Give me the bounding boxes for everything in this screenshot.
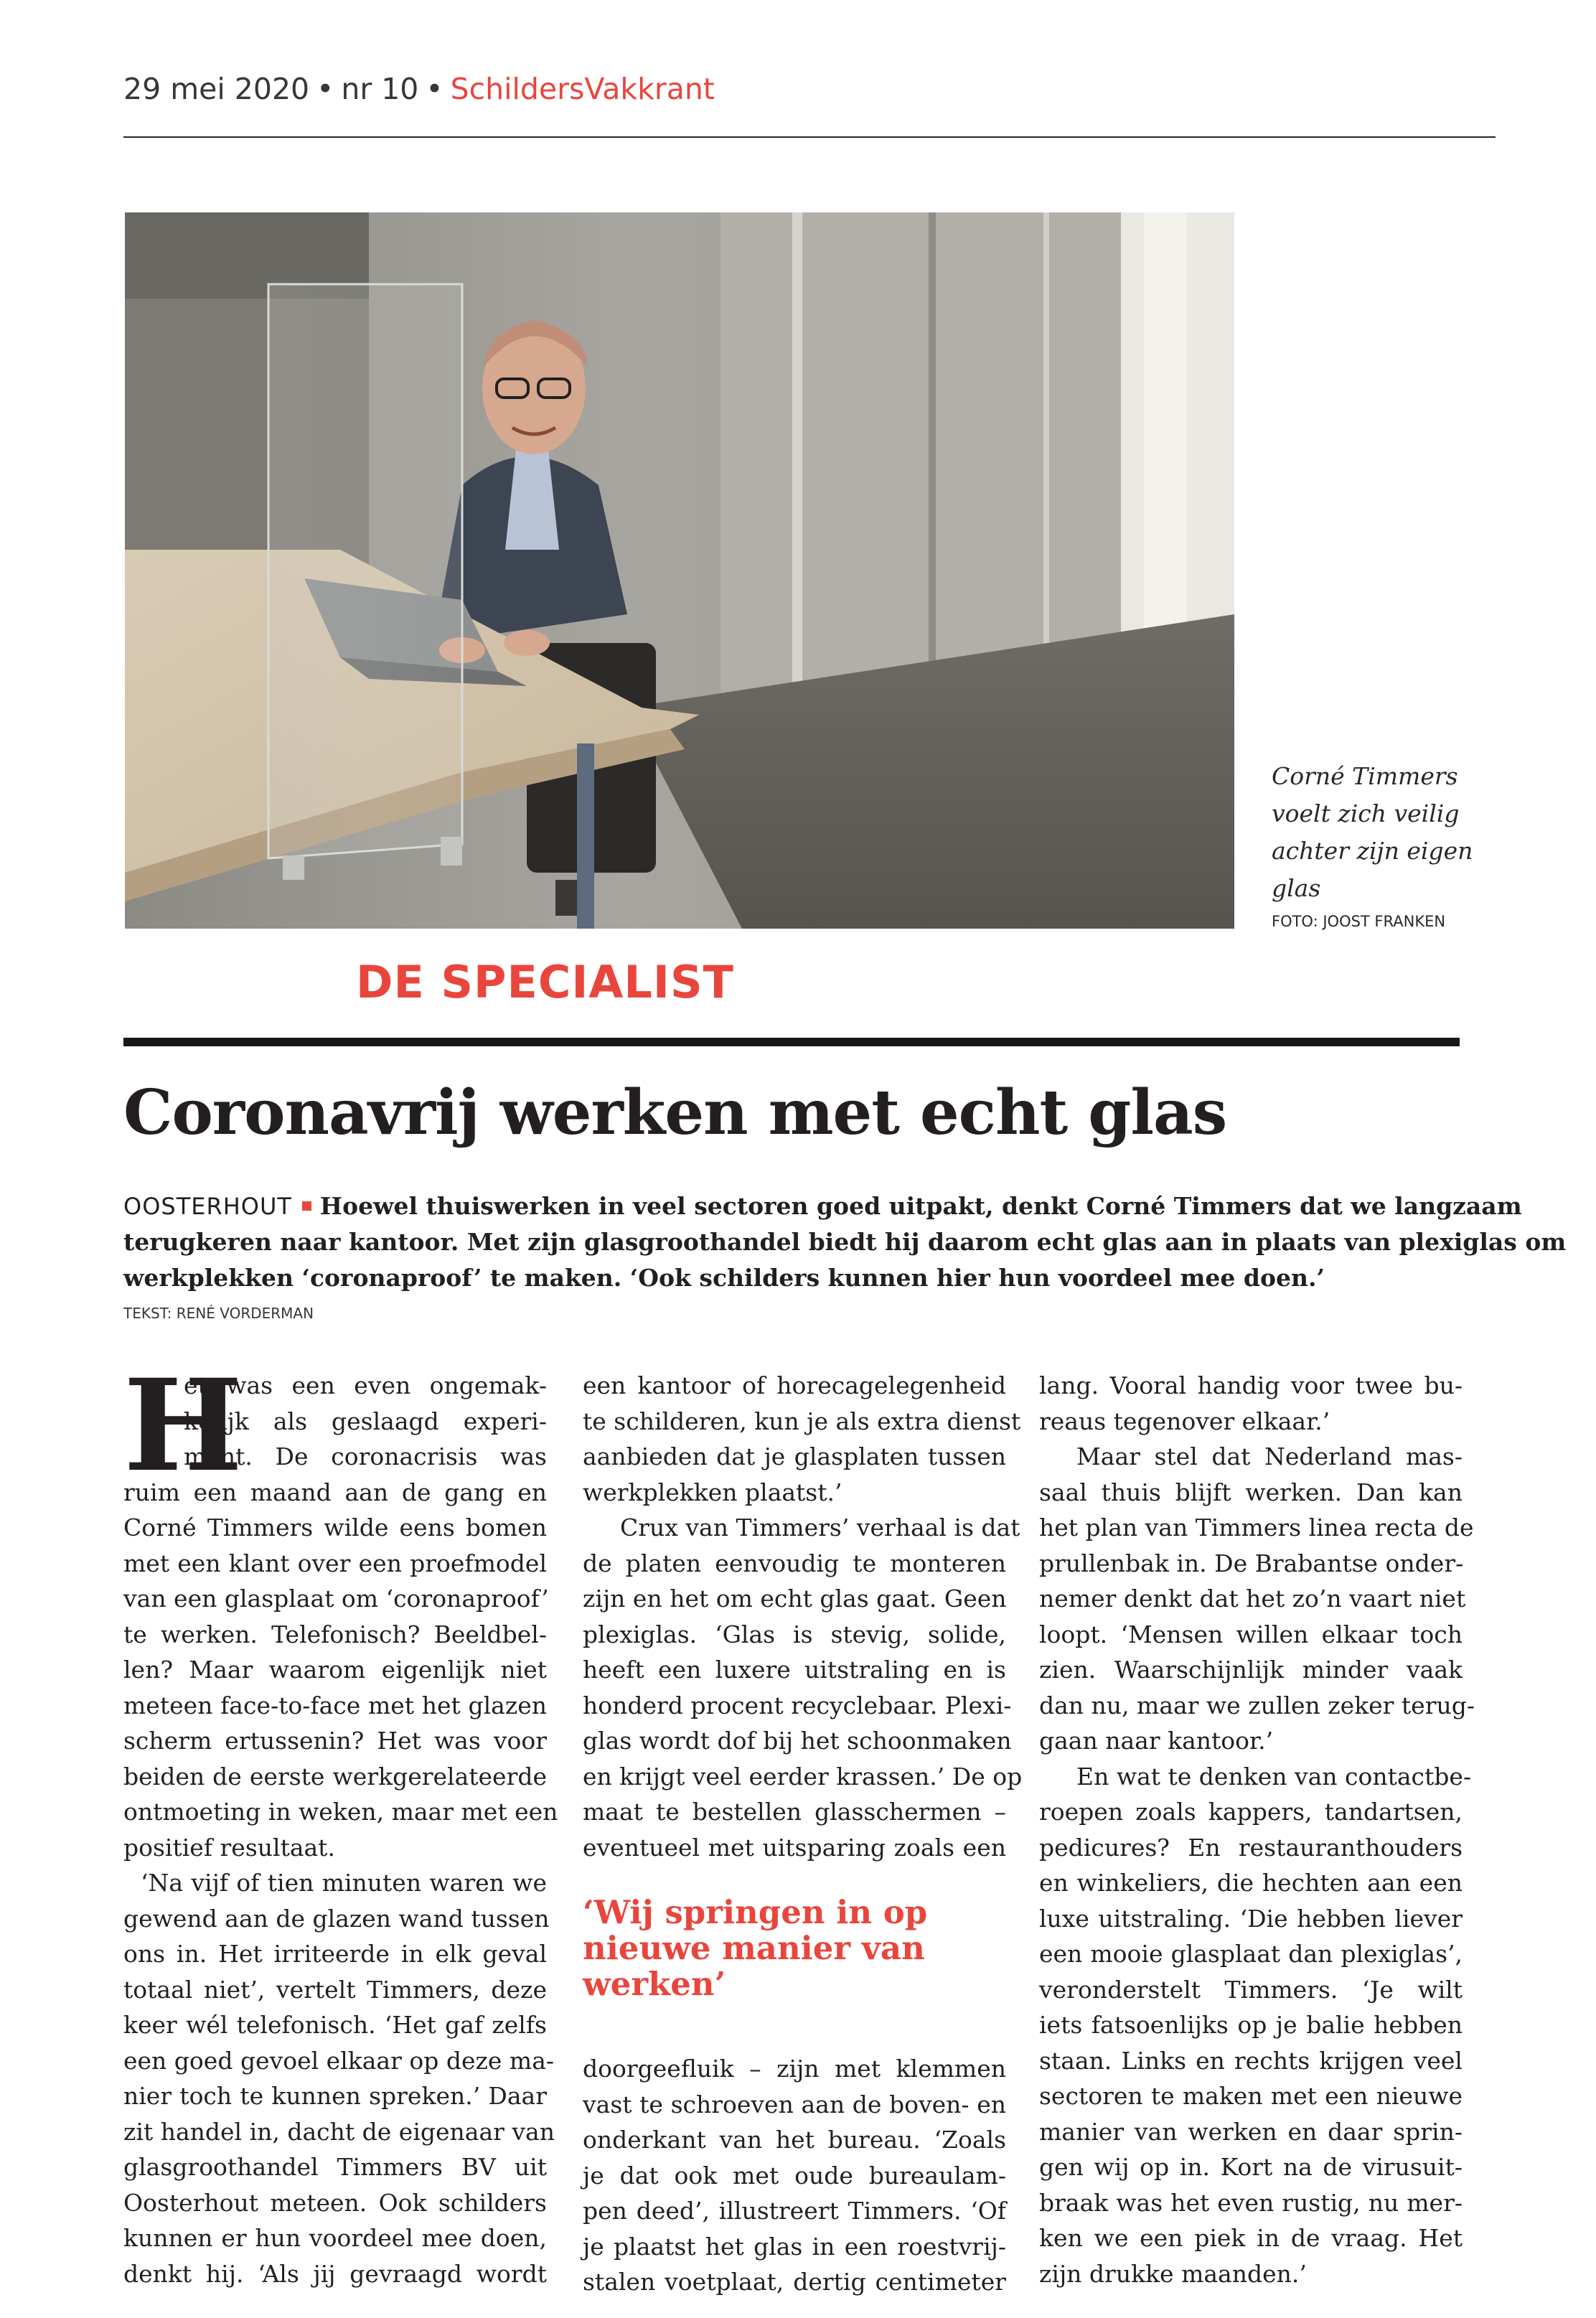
- intro-line: terugkeren naar kantoor. Met zijn glasgroothandel biedt hij daarom echt glas aan in plaats van plexiglas om: [123, 1228, 1567, 1256]
- body-line: met een klant over een proefmodel: [123, 1549, 547, 1577]
- body-line: te werken. Telefonisch? Beeldbel-: [123, 1620, 547, 1648]
- body-line: dan nu, maar we zullen zeker terug-: [1039, 1691, 1475, 1719]
- body-line: keer wél telefonisch. ‘Het gaf zelfs: [123, 2011, 547, 2039]
- body-line: onderkant van het bureau. ‘Zoals: [583, 2126, 1006, 2154]
- body-line: en winkeliers, die hechten aan een: [1039, 1869, 1463, 1897]
- body-line: beiden de eerste werkgerelateerde: [123, 1762, 547, 1791]
- body-line: zit handel in, dacht de eigenaar van: [123, 2117, 555, 2146]
- caption-line: voelt zich veilig: [1272, 799, 1460, 827]
- header-divider: [123, 136, 1496, 138]
- article-photo: [125, 212, 1234, 929]
- body-line: Oosterhout meteen. Ook schilders: [123, 2188, 547, 2217]
- body-line: braak was het even rustig, nu mer-: [1039, 2188, 1463, 2217]
- body-line: aanbieden dat je glasplaten tussen: [583, 1442, 1006, 1470]
- pull-quote-line: ‘Wij springen in op: [583, 1893, 928, 1931]
- caption-line: achter zijn eigen: [1272, 837, 1473, 865]
- body-line: kelijk als geslaagd experi-: [184, 1407, 547, 1435]
- body-line: de platen eenvoudig te monteren: [583, 1549, 1006, 1577]
- drop-cap: H: [123, 1351, 243, 1500]
- body-line: te schilderen, kun je als extra dienst: [583, 1407, 1021, 1435]
- intro-text: Hoewel thuiswerken in veel sectoren goed uitpakt, denkt Corné Timmers dat we langzaam: [319, 1192, 1522, 1220]
- headline-rule: [123, 1038, 1460, 1046]
- body-column-2: [583, 1368, 1023, 1865]
- body-line: ontmoeting in weken, maar met een: [123, 1798, 558, 1826]
- separator: •: [316, 72, 334, 106]
- issue-number: nr 10: [341, 72, 419, 106]
- pull-quote: [583, 1895, 985, 2002]
- body-line: ment. De coronacrisis was: [184, 1442, 547, 1470]
- body-line: pedicures? En restauranthouders: [1039, 1833, 1463, 1862]
- separator: •: [426, 72, 443, 106]
- body-line: een goed gevoel elkaar op deze ma-: [123, 2046, 555, 2075]
- section-kicker: DE SPECIALIST: [356, 956, 734, 1008]
- pull-quote-line: nieuwe manier van: [583, 1929, 925, 1967]
- body-line: glasgroothandel Timmers BV uit: [123, 2153, 547, 2181]
- body-column-3: [1039, 1368, 1475, 2291]
- photo-credit: FOTO: JOOST FRANKEN: [1272, 913, 1446, 930]
- body-line: honderd procent recyclebaar. Plexi-: [583, 1691, 1012, 1719]
- body-line: gewend aan de glazen wand tussen: [123, 1904, 550, 1933]
- body-line: sectoren te maken met een nieuwe: [1039, 2082, 1463, 2110]
- body-line: werkplekken plaatst.’: [583, 1478, 842, 1506]
- body-column-2-continued: [583, 2051, 1006, 2300]
- body-line: je plaatst het glas in een roestvrij-: [583, 2232, 1006, 2261]
- masthead: [123, 72, 1501, 106]
- body-line: het plan van Timmers linea recta de: [1039, 1514, 1474, 1542]
- body-line: manier van werken en daar sprin-: [1039, 2117, 1463, 2146]
- body-line: Crux van Timmers’ verhaal is dat: [620, 1514, 1020, 1542]
- body-line: positief resultaat.: [123, 1833, 335, 1862]
- body-line: eventueel met uitsparing zoals een: [583, 1833, 1006, 1862]
- article-intro: [123, 1188, 1567, 1296]
- byline: TEKST: RENÉ VORDERMAN: [123, 1305, 314, 1322]
- body-line: Maar stel dat Nederland mas-: [1076, 1442, 1463, 1470]
- body-line: een kantoor of horecagelegenheid: [583, 1371, 1006, 1399]
- caption-line: glas: [1272, 874, 1321, 902]
- body-line: ken we een piek in de vraag. Het: [1039, 2224, 1463, 2252]
- body-line: een mooie glasplaat dan plexiglas’,: [1039, 1940, 1463, 1968]
- body-line: stalen voetplaat, dertig centimeter: [583, 2268, 1006, 2296]
- body-line: denkt hij. ‘Als jij gevraagd wordt: [123, 2259, 547, 2288]
- body-line: saal thuis blijft werken. Dan kan: [1039, 1478, 1463, 1506]
- dateline: OOSTERHOUT: [123, 1193, 292, 1220]
- body-line: glas wordt dof bij het schoonmaken: [583, 1727, 1012, 1755]
- body-line: iets fatsoenlijks op je balie hebben: [1039, 2011, 1463, 2039]
- photo-caption: [1272, 758, 1487, 907]
- body-line: scherm ertussenin? Het was voor: [123, 1727, 547, 1755]
- intro-line: [123, 1188, 1522, 1224]
- issue-date: 29 mei 2020: [123, 72, 310, 106]
- body-line: Corné Timmers wilde eens bomen: [123, 1514, 547, 1542]
- body-line: veronderstelt Timmers. ‘Je wilt: [1039, 1975, 1463, 2004]
- body-line: pen deed’, illustreert Timmers. ‘Of: [583, 2197, 1006, 2225]
- body-line: doorgeefluik – zijn met klemmen: [583, 2055, 1006, 2083]
- body-line: totaal niet’, vertelt Timmers, deze: [123, 1975, 547, 2004]
- body-line: ons in. Het irriteerde in elk geval: [123, 1940, 547, 1968]
- body-line: ruim een maand aan de gang en: [123, 1478, 547, 1506]
- body-line: gen wij op in. Kort na de virusuit-: [1039, 2153, 1463, 2181]
- body-line: meteen face-to-face met het glazen: [123, 1691, 547, 1719]
- body-line: je dat ook met oude bureaulam-: [583, 2161, 1006, 2190]
- body-line: heeft een luxere uitstraling en is: [583, 1656, 1006, 1684]
- body-line: reaus tegenover elkaar.’: [1039, 1407, 1330, 1435]
- body-line: En wat te denken van contactbe-: [1076, 1762, 1472, 1791]
- article-headline: Coronavrij werken met echt glas: [123, 1076, 1227, 1149]
- body-line: lang. Vooral handig voor twee bu-: [1039, 1371, 1463, 1399]
- body-line: nier toch te kunnen spreken.’ Daar: [123, 2082, 547, 2110]
- body-line: luxe uitstraling. ‘Die hebben liever: [1039, 1904, 1463, 1933]
- body-column-1: [123, 1351, 558, 2291]
- body-line: staan. Links en rechts krijgen veel: [1039, 2046, 1463, 2075]
- body-line: gaan naar kantoor.’: [1039, 1727, 1274, 1755]
- body-line: vast te schroeven aan de boven- en: [583, 2090, 1006, 2118]
- body-line: plexiglas. ‘Glas is stevig, solide,: [583, 1620, 1006, 1648]
- body-line: len? Maar waarom eigenlijk niet: [123, 1656, 547, 1684]
- body-line: zien. Waarschijnlijk minder vaak: [1039, 1656, 1463, 1684]
- intro-line: werkplekken ‘coronaproof’ te maken. ‘Ook schilders kunnen hier hun voordeel mee doen.’: [123, 1264, 1325, 1292]
- body-line: maat te bestellen glasschermen –: [583, 1798, 1006, 1826]
- body-line: et was een even ongemak-: [184, 1371, 547, 1399]
- body-line: prullenbak in. De Brabantse onder-: [1039, 1549, 1464, 1577]
- body-line: van een glasplaat om ‘coronaproof’: [123, 1585, 549, 1613]
- body-line: zijn drukke maanden.’: [1039, 2259, 1307, 2288]
- body-line: en krijgt veel eerder krassen.’ De op: [583, 1762, 1023, 1791]
- body-line: loopt. ‘Mensen willen elkaar toch: [1039, 1620, 1463, 1648]
- body-line: zijn en het om echt glas gaat. Geen: [583, 1585, 1007, 1613]
- body-line: kunnen er hun voordeel mee doen,: [123, 2224, 547, 2252]
- square-bullet-icon: [302, 1201, 311, 1211]
- pull-quote-line: werken’: [583, 1965, 726, 2003]
- body-line: nemer denkt dat het zo’n vaart niet: [1039, 1585, 1466, 1613]
- body-line: ‘Na vijf of tien minuten waren we: [141, 1869, 547, 1897]
- publication-name: SchildersVakkrant: [450, 72, 715, 106]
- body-line: roepen zoals kappers, tandartsen,: [1039, 1798, 1463, 1826]
- caption-line: Corné Timmers: [1272, 762, 1458, 790]
